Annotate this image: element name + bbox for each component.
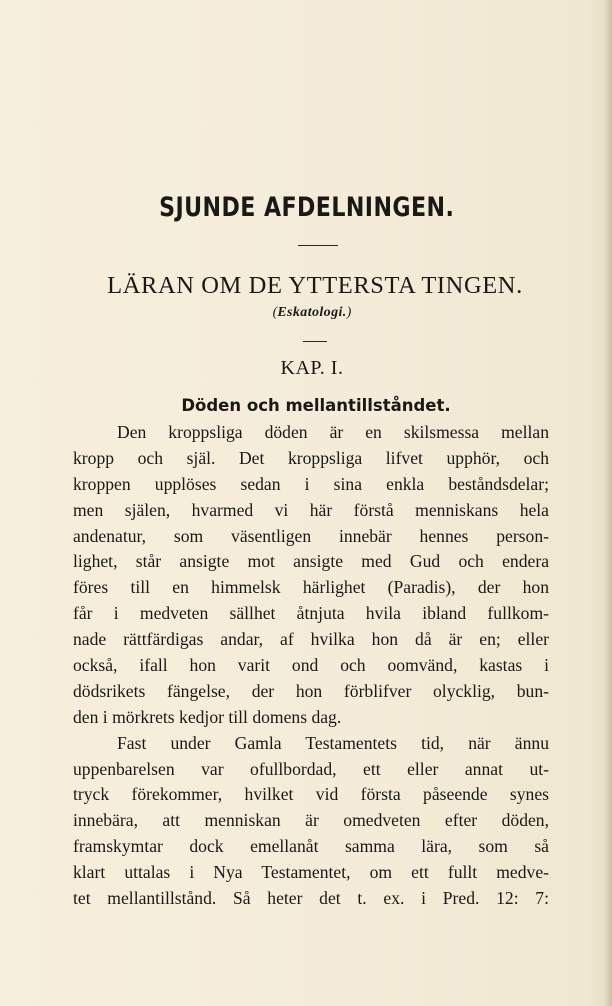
text-line: får i medveten sällhet åtnjuta hvila ibland fullkom- [73, 603, 549, 624]
text-line: kroppen upplöses sedan i sina enkla beståndsdelar; [73, 473, 549, 494]
heading-rule [298, 245, 338, 246]
body-text [73, 420, 549, 912]
text-line: tet mellantillstånd. Så heter det t. ex. i Pred. 12: 7: [73, 888, 549, 909]
text-line: den i mörkrets kedjor till domens dag. [73, 706, 342, 727]
text-line: innebära, att menniskan är omedveten efter döden, [73, 810, 549, 831]
text-line: Den kroppsliga döden är en skilsmessa mellan [117, 422, 549, 442]
page-title: LÄRAN OM DE YTTERSTA TINGEN. [107, 272, 523, 299]
text-line: men själen, hvarmed vi här förstå menniskans hela [73, 499, 549, 520]
page-edge-shadow [604, 0, 612, 1006]
subtitle [0, 305, 612, 321]
text-line: också, ifall hon varit ond och oomvänd, kastas i [73, 655, 549, 676]
text-line: kropp och själ. Det kroppsliga lifvet upphör, och [73, 447, 549, 468]
subtitle-rule [303, 341, 327, 342]
section-title: Döden och mellantillståndet. [181, 396, 451, 415]
text-line: tryck förekommer, hvilket vid första påseende synes [73, 784, 549, 805]
subtitle-text: Eskatologi. [277, 305, 347, 320]
subtitle-close-paren: ) [346, 305, 352, 320]
text-line: klart uttalas i Nya Testamentet, om ett fullt medve- [73, 862, 549, 883]
text-line: föres till en himmelsk härlighet (Paradis), der hon [73, 577, 549, 598]
text-line: uppenbarelsen var ofullbordad, ett eller annat ut- [73, 758, 549, 779]
text-line: nade rättfärdigas andar, af hvilka hon då är en; eller [73, 629, 549, 650]
text-line: lighet, står ansigte mot ansigte med Gud och endera [73, 551, 549, 572]
text-line: andenatur, som väsentligen innebär hennes person- [73, 525, 549, 546]
text-line: dödsrikets fängelse, der hon förblifver olycklig, bun- [73, 680, 549, 701]
subtitle-open-paren: ( [272, 305, 278, 320]
text-line: framskymtar dock emellanåt samma lära, som så [73, 836, 549, 857]
text-line: Fast under Gamla Testamentets tid, när ännu [117, 732, 549, 753]
chapter-heading: KAP. I. [280, 357, 344, 379]
part-heading: SJUNDE AFDELNINGEN. [159, 192, 455, 223]
